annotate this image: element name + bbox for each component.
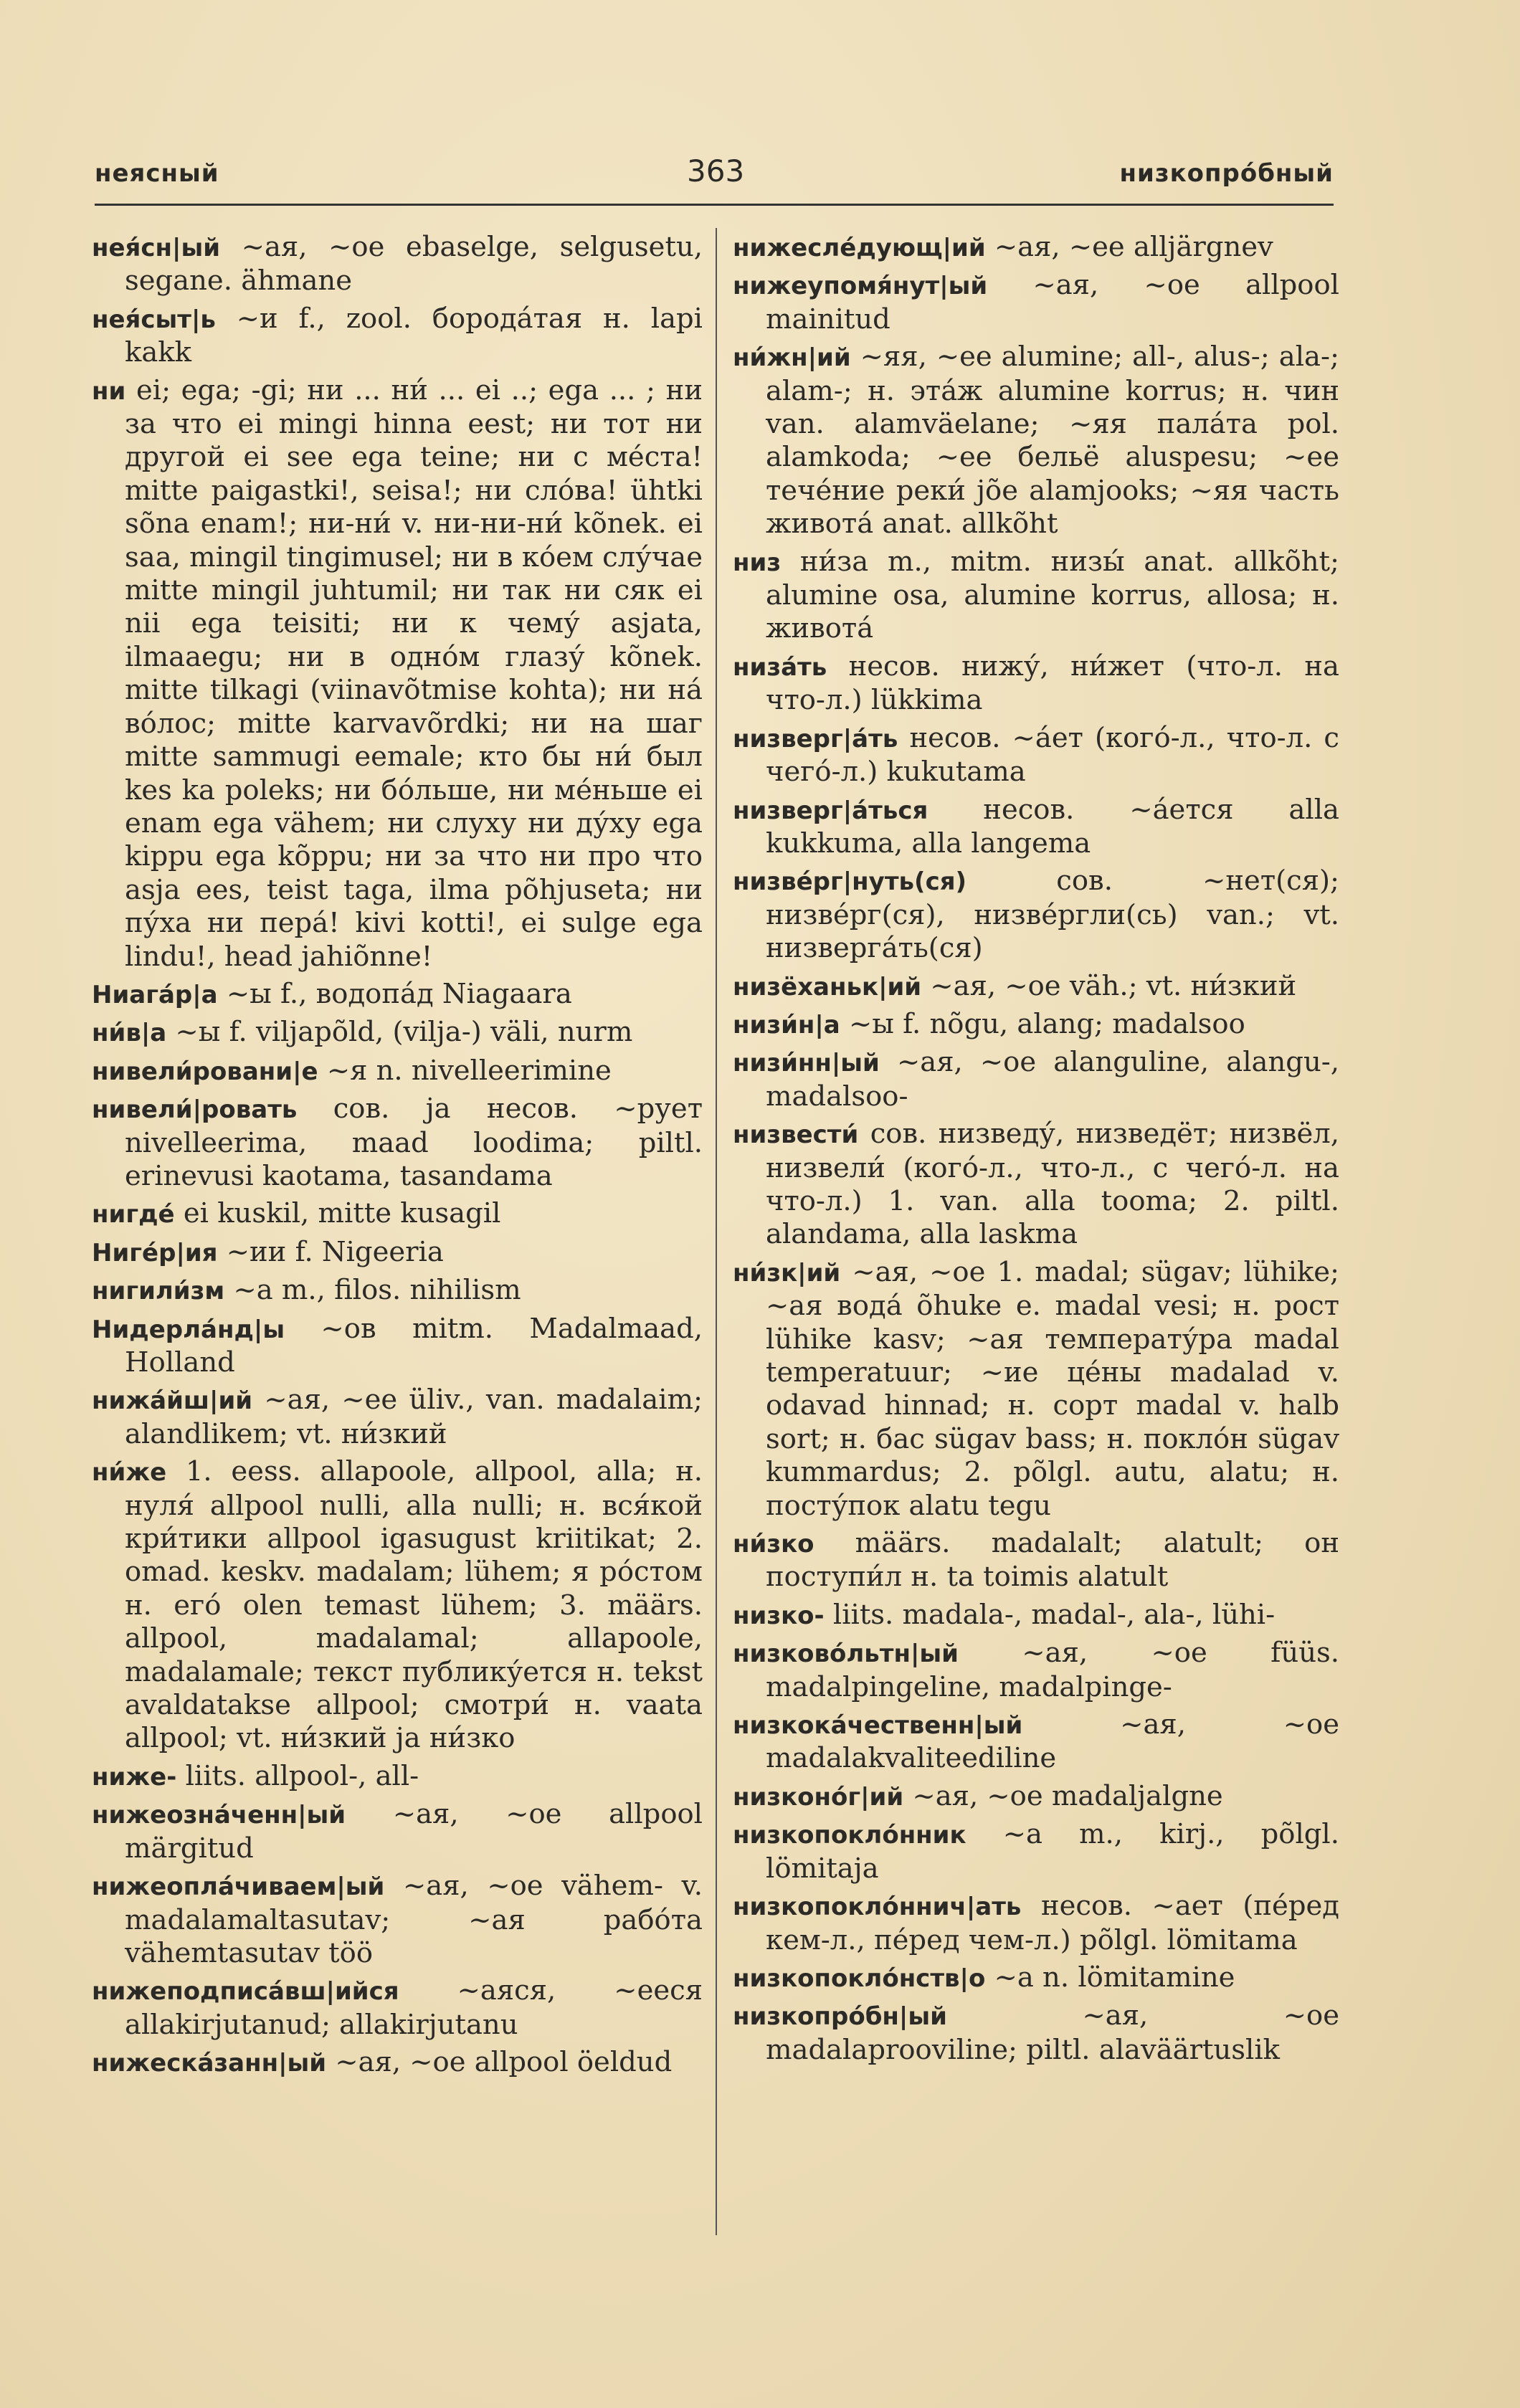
entry-headword: нижеска́занн|ый	[92, 2049, 327, 2078]
dictionary-entry	[733, 1637, 1339, 1704]
dictionary-entry	[92, 1274, 703, 1308]
entry-definition: ~ая, ~ое madaljalgne	[912, 1779, 1223, 1812]
entry-definition: määrs. madalalt; alatult; он поступи́л н. ta toimis alatult	[766, 1527, 1339, 1594]
dictionary-entry	[733, 1008, 1339, 1042]
entry-definition: ~а m., kirj., põlgl. lömitaja	[766, 1818, 1339, 1885]
dictionary-entry	[92, 1455, 703, 1756]
entry-definition: ни́за m., mitm. низы́ anat. allkõht; alumine osa, alumine korrus, allosa; н. живота́	[766, 545, 1339, 645]
dictionary-entry	[92, 1236, 703, 1270]
dictionary-entry	[92, 1870, 703, 1970]
header-right-guide-word: низкопро́бный	[1119, 159, 1334, 188]
dictionary-entry	[733, 1818, 1339, 1885]
dictionary-entry	[92, 1016, 703, 1050]
entry-definition: ~ая, ~ое väh.; vt. ни́зкий	[930, 969, 1297, 1002]
entry-headword: низково́льтн|ый	[733, 1640, 959, 1669]
entry-definition: несов. нижу́, ни́жет (что-л. на что-л.) lükkima	[766, 649, 1339, 717]
entry-definition: ~яя, ~ее alumine; all-, alus-; ala-; alam-; н. эта́ж alumine korrus; н. чин van. alamväelane; ~яя пала́та pol. alamkoda; ~ее бельё aluspesu; ~ее тече́ние реки́ jõe alamjooks; ~яя часть живота́ anat. allkõht	[766, 341, 1339, 541]
dictionary-entry	[733, 794, 1339, 861]
dictionary-entry	[733, 1708, 1339, 1776]
dictionary-entry	[733, 341, 1339, 541]
header-rule	[95, 204, 1334, 206]
entry-headword: низи́нн|ый	[733, 1049, 880, 1078]
entry-definition: несов. ~ает (пе́ред кем-л., пе́ред чем-л.) põlgl. lömitama	[766, 1890, 1339, 1956]
entry-headword: нея́сн|ый	[92, 234, 221, 262]
entry-definition: ~ая, ~ое alanguline, alangu-, madalsoo-	[766, 1046, 1339, 1113]
entry-headword: Ниге́р|ия	[92, 1238, 218, 1267]
entry-headword: нивели́ровани|е	[92, 1057, 318, 1086]
entry-headword: нижесле́дующ|ий	[733, 234, 986, 262]
entry-headword: ниже-	[92, 1762, 177, 1791]
dictionary-entry	[733, 231, 1339, 265]
entry-definition: ~ы f. nõgu, alang; madalsoo	[849, 1007, 1245, 1040]
entry-definition: ~ая, ~ее alljärgnev	[994, 231, 1273, 263]
entry-definition: liits. madala-, madal-, ala-, lühi-	[832, 1598, 1276, 1631]
entry-definition: сов. низведу́, низведёт; низвёл, низвели́ (кого́-л., что-л., с чего́-л. на что-л.) 1. van. alla tooma; 2. piltl. alandama, alla laskma	[766, 1118, 1339, 1251]
dictionary-entry	[92, 1760, 703, 1794]
dictionary-entry	[92, 1093, 703, 1193]
entry-definition: сов. ja несов. ~рует nivelleerima, maad loodima; piltl. erinevusi kaotama, tasandama	[125, 1093, 703, 1192]
entry-definition: ~а n. lömitamine	[994, 1961, 1235, 1994]
entry-headword: Нидерла́нд|ы	[92, 1315, 285, 1344]
dictionary-entry	[733, 1961, 1339, 1995]
dictionary-entry	[733, 1999, 1339, 2067]
entry-headword: нигили́зм	[92, 1277, 225, 1306]
dictionary-entry	[733, 1527, 1339, 1594]
entry-headword: низверг|а́ться	[733, 796, 928, 825]
entry-headword: низвести́	[733, 1120, 859, 1150]
entry-headword: низкока́чественн|ый	[733, 1711, 1023, 1741]
entry-headword: низёханьк|ий	[733, 972, 922, 1001]
entry-headword: низкопро́бн|ый	[733, 2002, 947, 2032]
dictionary-entry	[92, 231, 703, 298]
entry-headword: низкопокло́нник	[733, 1821, 966, 1850]
entry-definition: liits. allpool-, all-	[185, 1759, 419, 1792]
entry-headword: нижеопла́чиваем|ый	[92, 1872, 385, 1902]
entry-definition: ~ая, ~ое allpool öeldud	[335, 2046, 673, 2079]
dictionary-entry	[92, 1384, 703, 1451]
entry-headword: нея́сыт|ь	[92, 305, 216, 334]
header-left-guide-word: неясный	[95, 159, 219, 188]
entry-definition: ~ы f., водопа́д Niagaara	[226, 977, 572, 1010]
entry-headword: низве́рг|нуть(ся)	[733, 867, 967, 897]
dictionary-entry	[733, 970, 1339, 1004]
dictionary-entry	[733, 722, 1339, 789]
entry-definition: ~ая, ~ое madalaprooviline; piltl. alaväärtuslik	[766, 1999, 1339, 2066]
dictionary-entry	[733, 1599, 1339, 1632]
entry-headword: нижеозна́ченн|ый	[92, 1801, 346, 1830]
entry-definition: ~аяся, ~ееся allakirjutanud; allakirjutanu	[125, 1974, 703, 2041]
dictionary-entry	[733, 1256, 1339, 1523]
entry-headword: ни́зк|ий	[733, 1258, 841, 1288]
entry-headword: низа́ть	[733, 652, 827, 682]
entry-headword: нижеподписа́вш|ийся	[92, 1977, 399, 2007]
dictionary-entry	[92, 1055, 703, 1088]
dictionary-entry	[92, 374, 703, 974]
entry-definition: ~и f., zool. борода́тая н. lapi kakk	[125, 302, 703, 369]
entry-headword: низкопокло́ннич|ать	[733, 1893, 1022, 1922]
entry-definition: ~ая, ~ое allpool märgitud	[125, 1798, 703, 1865]
dictionary-entry	[733, 1780, 1339, 1814]
entry-headword: Ниага́р|а	[92, 980, 218, 1009]
dictionary-entry	[733, 1046, 1339, 1113]
dictionary-entry	[92, 1313, 703, 1380]
entry-definition: ~ая, ~ое 1. madal; sügav; lühike; ~ая вода́ õhuke e. madal vesi; н. рост lühike kasv; ~ая температу́ра madal temperatuur; ~ие це́ны madalad v. odavad hinnad; н. сорт madal v. halb sort; н. бас sügav bass; н. покло́н sügav kummardus; 2. põlgl. autu, alatu; н. посту́пок alatu tegu	[766, 1255, 1339, 1522]
entry-definition: ~я n. nivelleerimine	[326, 1054, 612, 1087]
page-number: 363	[687, 153, 745, 189]
entry-definition: ~ая, ~ое madalakvaliteediline	[766, 1708, 1339, 1775]
dictionary-entry	[733, 1118, 1339, 1252]
entry-headword: низверг|а́ть	[733, 724, 898, 753]
entry-definition: ~ов mitm. Madalmaad, Holland	[125, 1312, 703, 1379]
dictionary-entry	[733, 650, 1339, 718]
entry-definition: несов. ~а́ет (кого́-л., что-л. с чего́-л.) kukutama	[766, 721, 1339, 789]
dictionary-entry	[92, 1197, 703, 1231]
column-divider	[716, 228, 717, 2235]
entry-headword: ни	[92, 376, 126, 406]
dictionary-entry	[733, 269, 1339, 336]
entry-headword: ни́же	[92, 1458, 167, 1488]
entry-definition: ~ии f. Nigeeria	[226, 1235, 444, 1268]
entry-headword: нижа́йш|ий	[92, 1386, 253, 1416]
entry-headword: низ	[733, 548, 782, 577]
entry-definition: ~ая, ~ое vähem- v. madalamaltasutav; ~ая рабо́та vähemtasutav töö	[125, 1870, 703, 1969]
right-column	[733, 231, 1339, 2071]
dictionary-entry	[733, 1890, 1339, 1957]
dictionary-entry	[92, 1974, 703, 2042]
dictionary-entry	[92, 1798, 703, 1865]
dictionary-entry	[733, 546, 1339, 646]
entry-headword: ни́в|а	[92, 1019, 167, 1048]
dictionary-entry	[92, 303, 703, 370]
entry-headword: низи́н|а	[733, 1010, 840, 1039]
entry-definition: ~ы f. viljapõld, (vilja-) väli, nurm	[175, 1016, 633, 1049]
entry-headword: нивели́|ровать	[92, 1095, 298, 1125]
page-header	[95, 151, 1334, 192]
entry-headword: ни́жн|ий	[733, 343, 851, 373]
entry-headword: низконо́г|ий	[733, 1782, 904, 1812]
dictionary-entry	[92, 978, 703, 1012]
entry-definition: ~ая, ~ое allpool mainitud	[766, 269, 1339, 335]
entry-headword: низко-	[733, 1601, 825, 1630]
dictionary-entry	[92, 2046, 703, 2080]
entry-definition: сов. ~нет(ся); низве́рг(ся), низве́ргли(сь) van.; vt. низверга́ть(ся)	[766, 865, 1339, 965]
entry-definition: ~ая, ~ее üliv., van. madalaim; alandlikem; vt. ни́зкий	[125, 1384, 703, 1450]
entry-definition: несов. ~а́ется alla kukkuma, alla langema	[766, 793, 1339, 860]
entry-headword: нигде́	[92, 1200, 175, 1229]
left-column	[92, 231, 703, 2085]
entry-definition: ~ая, ~ое ebaselge, selgusetu, segane. ähmane	[125, 231, 703, 298]
entry-headword: низкопокло́нств|о	[733, 1964, 986, 1993]
entry-headword: ни́зко	[733, 1530, 814, 1559]
entry-headword: нижеупомя́нут|ый	[733, 272, 988, 301]
entry-definition: ~а m., filos. nihilism	[233, 1274, 521, 1307]
entry-definition: ei kuskil, mitte kusagil	[183, 1197, 501, 1230]
entry-definition: ei; ega; -gi; ни ... ни́ ... ei ..; ega ... ; ни за что ei mingi hinna eest; ни тот ни другой ei see ega teine; ни с ме́ста! mitte paigastki!, seisa!; ни сло́ва! ühtki sõna enam!; ни-ни́ v. ни-ни-ни́ kõnek. ei saa, mingil tingimusel; ни в ко́ем слу́чае mitte mingil juhtumil; ни так ни сяк ei nii ega teisiti; ни к чему́ asjata, ilmaaegu; ни в одно́м глазу́ kõnek. mitte tilkagi (viinavõtmise kohta); ни на́ во́лос; mitte karvavõrdki; ни на шаг mitte sammugi eemale; кто бы ни́ был kes ka poleks; ни бо́льше, ни ме́ньше ei enam ega vähem; ни слуху ни ду́ху ega kippu ega kõppu; ни за что ни про что asja ees, teist taga, ilma põhjuseta; ни пу́ха ни пера́! kivi kotti!, ei sulge ega lindu!, head jahiõnne!	[125, 373, 703, 973]
entry-definition: 1. eess. allapoole, allpool, alla; н. нуля́ allpool nulli, alla nulli; н. вся́кой кри́тики allpool igasugust kriitikat; 2. omad. keskv. madalam; lühem; я ро́стом н. его́ olen temast lühem; 3. määrs. allpool, madalamal; allapoole, madalamale; текст публику́ется н. tekst avaldatakse allpool; смотри́ н. vaata allpool; vt. ни́зкий ja ни́зко	[125, 1455, 703, 1755]
entry-definition: ~ая, ~ое füüs. madalpingeline, madalpinge-	[766, 1637, 1339, 1703]
dictionary-entry	[733, 865, 1339, 965]
